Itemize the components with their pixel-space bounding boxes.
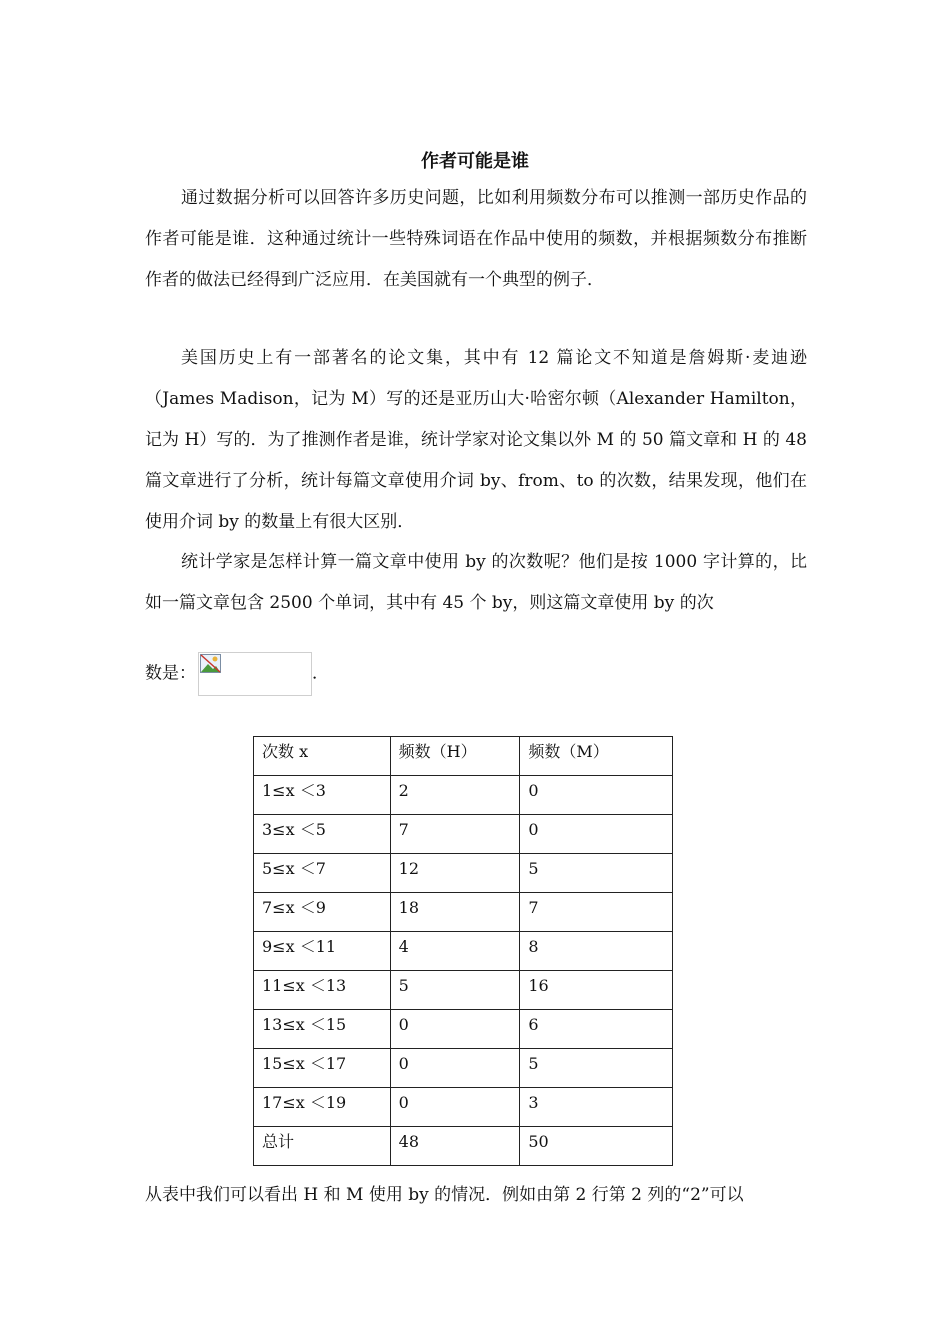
table-cell: 7≤x ＜9 [254,893,391,932]
table-cell: 次数 x [254,737,391,776]
table-cell: 3≤x ＜5 [254,815,391,854]
formula-prefix: 数是： [145,663,196,684]
table-cell: 4 [390,932,520,971]
table-cell: 5 [520,854,673,893]
table-cell: 0 [390,1010,520,1049]
table-row [254,815,673,854]
table-cell: 0 [520,776,673,815]
paragraph-intro: 通过数据分析可以回答许多历史问题，比如利用频数分布可以推测一部历史作品的作者可能是谁．这种通过统计一些特殊词语在作品中使用的频数，并根据频数分布推断作者的做法已经得到广泛应用．在美国就有一个典型的例子． [145,188,807,290]
table-cell: 0 [390,1049,520,1088]
table-row [254,932,673,971]
table-row [254,971,673,1010]
table-row [254,1127,673,1166]
closing-text: 从表中我们可以看出 H 和 M 使用 by 的情况．例如由第 2 行第 2 列的“2”可以 [145,1185,744,1205]
formula-line [145,650,329,696]
table-cell: 6 [520,1010,673,1049]
table-row [254,1088,673,1127]
table-cell: 2 [390,776,520,815]
table-cell: 7 [520,893,673,932]
table-header-row [254,737,673,776]
table-row [254,893,673,932]
table-cell: 频数（M） [520,737,673,776]
table-row [254,776,673,815]
table-cell: 15≤x ＜17 [254,1049,391,1088]
table-cell: 频数（H） [390,737,520,776]
table-row [254,1010,673,1049]
table-cell: 5≤x ＜7 [254,854,391,893]
table-cell: 1≤x ＜3 [254,776,391,815]
table-cell: 7 [390,815,520,854]
table-cell: 13≤x ＜15 [254,1010,391,1049]
broken-image-icon [198,652,312,696]
table-cell: 8 [520,932,673,971]
frequency-table [253,736,673,1166]
table-cell: 3 [520,1088,673,1127]
table-cell: 18 [390,893,520,932]
table-cell: 总计 [254,1127,391,1166]
formula-suffix: ． [312,663,329,684]
table-cell: 5 [390,971,520,1010]
table-cell: 12 [390,854,520,893]
table-cell: 17≤x ＜19 [254,1088,391,1127]
table-cell: 0 [520,815,673,854]
paragraph-background: 美国历史上有一部著名的论文集，其中有 12 篇论文不知道是詹姆斯·麦迪逊（James Madison，记为 M）写的还是亚历山大·哈密尔顿（Alexander Hamilton，记为 H）写的．为了推测作者是谁，统计学家对论文集以外 M 的 50 篇文章和 H 的 48 篇文章进行了分析，统计每篇文章使用介词 by、from、to 的次数，结果发现，他们在使用介词 by 的数量上有很大区别． [145,348,807,532]
table-row [254,1049,673,1088]
table-cell: 48 [390,1127,520,1166]
table-cell: 11≤x ＜13 [254,971,391,1010]
table-cell: 50 [520,1127,673,1166]
table-cell: 5 [520,1049,673,1088]
table-row [254,854,673,893]
paragraph-method: 统计学家是怎样计算一篇文章中使用 by 的次数呢？他们是按 1000 字计算的，比如一篇文章包含 2500 个单词，其中有 45 个 by，则这篇文章使用 by 的次 [145,552,807,613]
table-cell: 16 [520,971,673,1010]
page-title: 作者可能是谁 [421,151,529,172]
table-cell: 0 [390,1088,520,1127]
table-cell: 9≤x ＜11 [254,932,391,971]
